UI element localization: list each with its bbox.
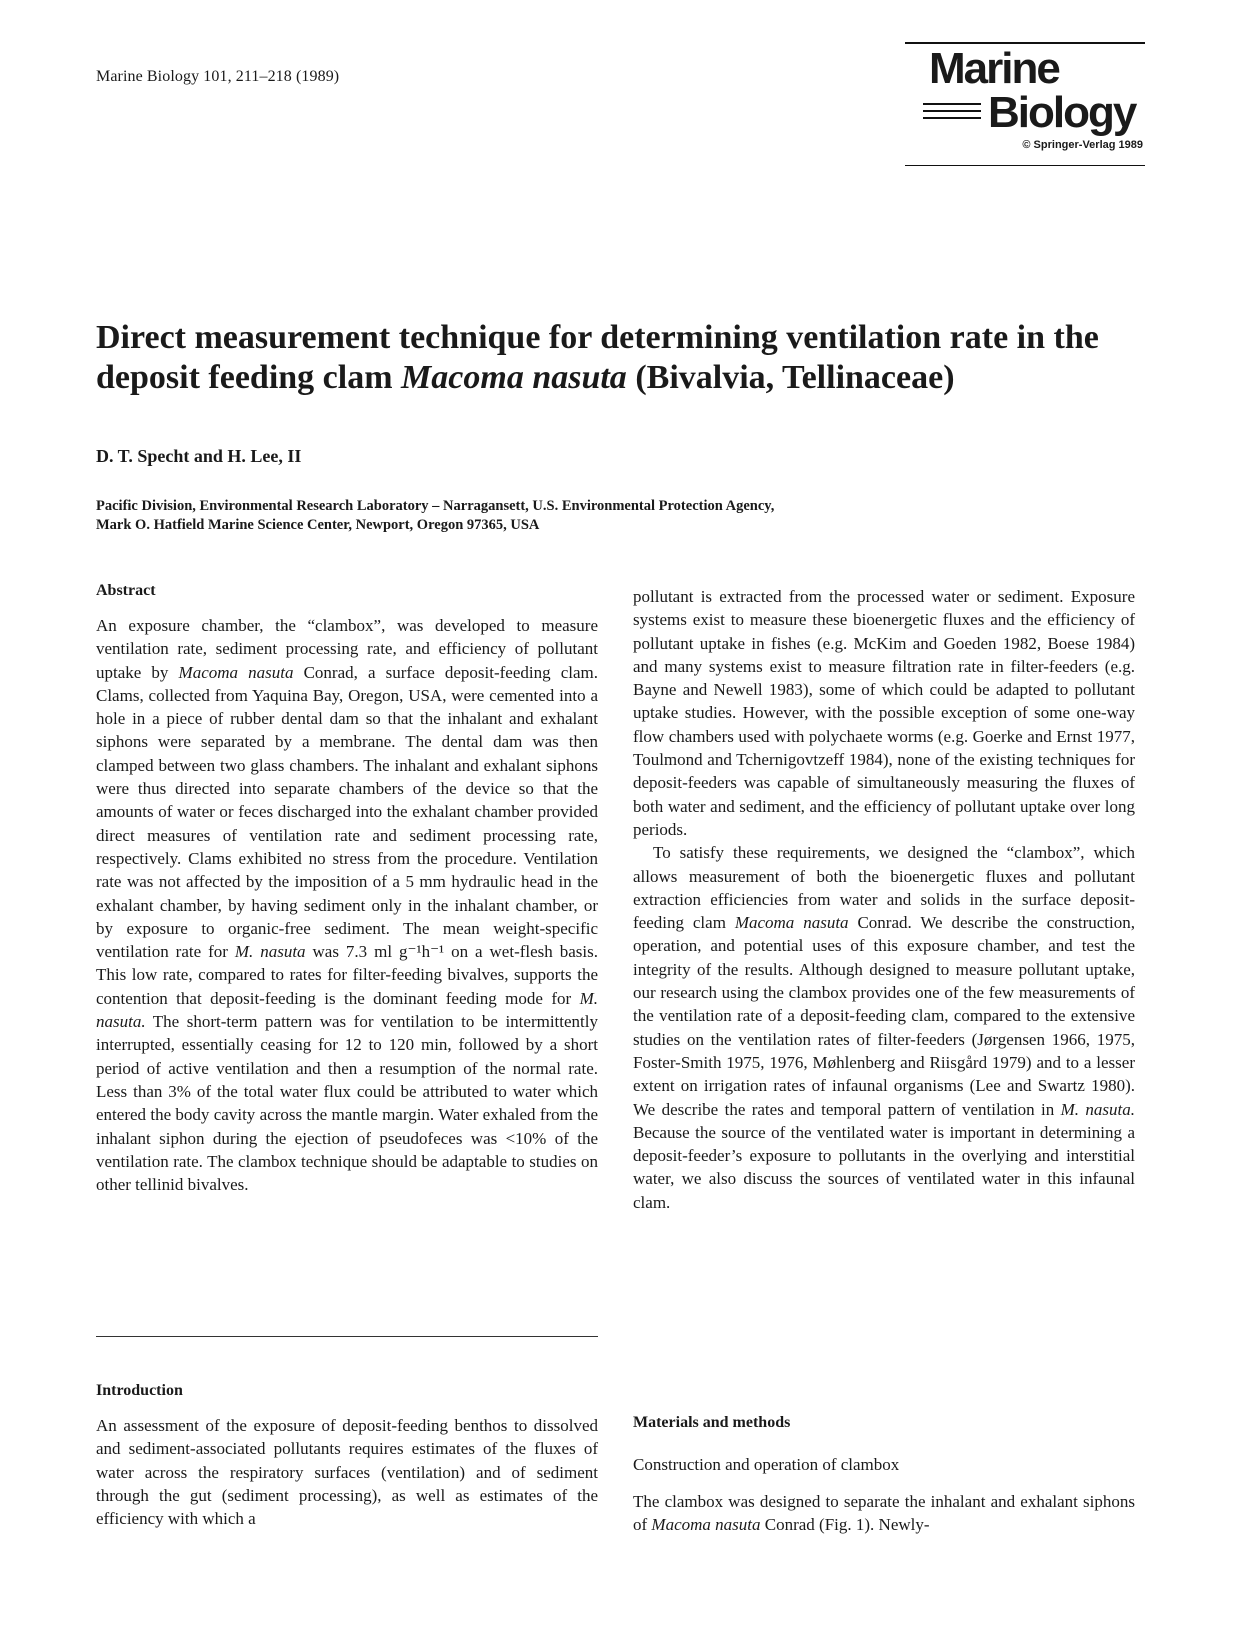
logo-tagline-bars (923, 103, 981, 129)
title-text-end: (Bivalvia, Tellinaceae) (626, 359, 955, 396)
affiliation-line-1: Pacific Division, Environmental Research Laboratory – Narragansett, U.S. Environmental Protection Agency, (96, 498, 775, 514)
abstract-heading: Abstract (96, 582, 156, 599)
methods-paragraph: The clambox was designed to separate the inhalant and exhalant siphons of Macoma nasuta Conrad (Fig. 1). Newly- (633, 1492, 1135, 1535)
article-affiliation (96, 497, 996, 535)
title-species: Macoma nasuta (401, 359, 627, 396)
introduction-body-left (96, 1414, 598, 1530)
logo-copyright: © Springer-Verlag 1989 (1022, 139, 1143, 151)
introduction-paragraph-2: To satisfy these requirements, we designed the “clambox”, which allows measurement of both the bioenergetic fluxes and pollutant extraction efficiencies from water and solids in the surface deposit-feeding clam Macoma nasuta Conrad. We describe the construction, operation, and potential uses of this exposure chamber, and test the integrity of the results. Although designed to measure pollutant uptake, our research using the clambox provides one of the few measurements of the ventilation rate of a deposit-feeding clam, compared to the extensive studies on the ventilation rates of filter-feeders (Jørgensen 1966, 1975, Foster-Smith 1975, 1976, Møhlenberg and Riisgård 1979) and to a lesser extent on irrigation rates of infaunal organisms (Lee and Swartz 1980). We describe the rates and temporal pattern of ventilation in M. nasuta. Because the source of the ventilated water is important in determining a deposit-feeder’s exposure to pollutants in the overlying and interstitial water, we also discuss the sources of ventilated water in this infaunal clam. (633, 843, 1136, 1212)
methods-body (633, 1490, 1135, 1537)
logo-title-biology: Biology (988, 88, 1136, 137)
species-name: M. nasuta. (96, 988, 598, 1032)
journal-citation: Marine Biology 101, 211–218 (1989) (96, 68, 340, 85)
species-name: Macoma nasuta (178, 662, 294, 682)
species-name: M. nasuta (234, 942, 306, 962)
species-name: Macoma nasuta (651, 1515, 761, 1535)
article-authors: D. T. Specht and H. Lee, II (96, 446, 302, 466)
introduction-paragraph-cont: pollutant is extracted from the processed water or sediment. Exposure systems exist to measure these bioenergetic fluxes and the efficiency of pollutant uptake in fishes (e.g. McKim and Goeden 1982, Boese 1984) and many systems exist to measure filtration rate in filter-feeders (e.g. Bayne and Newell 1983), some of which could be adapted to pollutant uptake studies. However, with the possible exception of some one-way flow chambers used with polychaete worms (e.g. Goerke and Ernst 1977, Toulmond and Tchernigovtzeff 1984), none of the existing techniques for deposit-feeders was capable of simultaneously measuring the fluxes of both water and sediment, and the efficiency of pollutant uptake over long periods. (633, 587, 1135, 839)
methods-subheading: Construction and operation of clambox (633, 1455, 900, 1474)
introduction-paragraph: An assessment of the exposure of deposit-feeding benthos to dissolved and sediment-associated pollutants requires estimates of the fluxes of water across the respiratory surfaces (ventilation) and of sediment through the gut (sediment processing), as well as estimates of the efficiency with which a (96, 1416, 598, 1529)
introduction-body-right (633, 585, 1135, 1214)
species-name: Macoma nasuta (734, 913, 849, 933)
article-title (96, 318, 1136, 398)
affiliation-line-2: Mark O. Hatfield Marine Science Center, Newport, Oregon 97365, USA (96, 517, 540, 533)
introduction-heading: Introduction (96, 1382, 183, 1399)
species-name: M. nasuta. (1060, 1099, 1136, 1119)
journal-logo (905, 42, 1145, 167)
abstract-body (96, 614, 598, 1196)
abstract-divider (96, 1336, 598, 1337)
abstract-paragraph: An exposure chamber, the “clambox”, was developed to measure ventilation rate, sediment processing rate, and efficiency of pollutant uptake by Macoma nasuta Conrad, a surface deposit-feeding clam. Clams, collected from Yaquina Bay, Oregon, USA, were cemented into a hole in a piece of rubber dental dam so that the inhalant and exhalant siphons were separated by a membrane. The dental dam was then clamped between two glass chambers. The inhalant and exhalant siphons were thus directed into separate chambers of the device so that the amounts of water or feces discharged into the exhalant chamber provided direct measures of ventilation rate and sediment processing rate, respectively. Clams exhibited no stress from the procedure. Ventilation rate was not affected by the imposition of a 5 mm hydraulic head in the exhalant chamber, by having sediment only in the inhalant chamber, or by exposure to organic-free sediment. The mean weight-specific ventilation rate for M. nasuta was 7.3 ml g⁻¹h⁻¹ on a wet-flesh basis. This low rate, compared to rates for filter-feeding bivalves, supports the contention that deposit-feeding is the dominant feeding mode for M. nasuta. The short-term pattern was for ventilation to be intermittently interrupted, essentially ceasing for 12 to 120 min, followed by a short period of active ventilation and then a resumption of the normal rate. Less than 3% of the total water flux could be attributed to water which entered the body cavity across the mantle margin. Water exhaled from the inhalant siphon during the ejection of pseudofeces was <10% of the ventilation rate. The clambox technique should be adaptable to studies on other tellinid bivalves. (96, 616, 598, 1195)
logo-bottom-rule (905, 165, 1145, 166)
methods-heading: Materials and methods (633, 1414, 791, 1431)
title-text: Direct measurement technique for determining ventilation rate in the deposit feeding clam (96, 319, 1099, 396)
logo-title-marine: Marine (929, 44, 1059, 93)
